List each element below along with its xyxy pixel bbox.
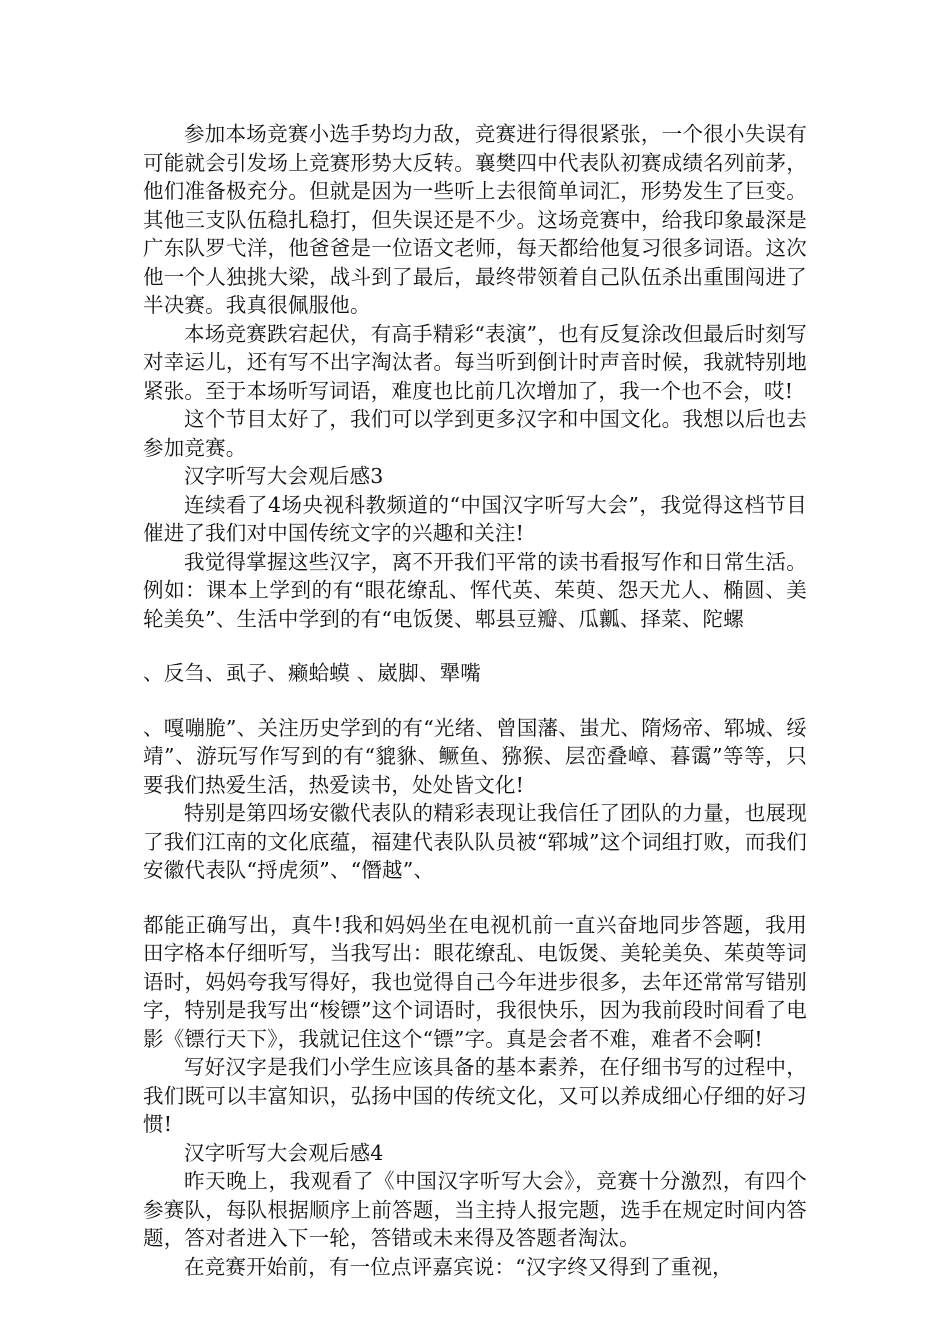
paragraph: 写好汉字是我们小学生应该具备的基本素养，在仔细书写的过程中，我们既可以丰富知识，弘扬中国的传统文化，又可以养成细心仔细的好习惯!	[143, 1055, 807, 1136]
paragraph: 、嘎嘣脆”、关注历史学到的有“光绪、曾国藩、蚩尤、隋炀帝、郓城、绥靖”、游玩写作写到的有“貔貅、鳜鱼、猕猴、层峦叠嶂、暮霭”等等，只要我们热爱生活，热爱读书，处处皆文化!	[143, 715, 807, 797]
document-body	[143, 120, 807, 1281]
paragraph: 昨天晚上，我观看了《中国汉字听写大会》，竞赛十分激烈，有四个参赛队，每队根据顺序上前答题，当主持人报完题，选手在规定时间内答题，答对者进入下一轮，答错或未来得及答题者淘汰。	[143, 1169, 807, 1250]
paragraph: 本场竞赛跌宕起伏，有高手精彩“表演”，也有反复涂改但最后时刻写对幸运儿，还有写不出字淘汰者。每当听到倒计时声音时候，我就特别地紧张。至于本场听写词语，难度也比前几次增加了，我一个也不会，哎!	[143, 321, 807, 403]
paragraph: 这个节目太好了，我们可以学到更多汉字和中国文化。我想以后也去参加竞赛。	[143, 407, 807, 460]
paragraph: 特别是第四场安徽代表队的精彩表现让我信任了团队的力量，也展现了我们江南的文化底蕴，福建代表队队员被“郓城”这个词组打败，而我们安徽代表队“捋虎须”、“僭越”、	[143, 801, 807, 882]
paragraph: 我觉得掌握这些汉字，离不开我们平常的读书看报写作和日常生活。例如：课本上学到的有“眼花缭乱、恽代英、茱萸、怨天尤人、椭圆、美轮美奂”、生活中学到的有“电饭煲、郫县豆瓣、瓜瓤、择菜、陀螺	[143, 549, 807, 631]
section-heading: 汉字听写大会观后感3	[184, 464, 384, 488]
paragraph: 参加本场竞赛小选手势均力敌，竞赛进行得很紧张，一个很小失误有可能就会引发场上竞赛形势大反转。襄樊四中代表队初赛成绩名列前茅，他们准备极充分。但就是因为一些听上去很简单词汇，形势发生了巨变。其他三支队伍稳扎稳打，但失误还是不少。这场竞赛中，给我印象最深是广东队罗弋洋，他爸爸是一位语文老师，每天都给他复习很多词语。这次他一个人独挑大梁，战斗到了最后，最终带领着自己队伍杀出重围闯进了半决赛。我真很佩服他。	[143, 122, 807, 317]
paragraph: 都能正确写出，真牛!我和妈妈坐在电视机前一直兴奋地同步答题，我用田字格本仔细听写，当我写出：眼花缭乱、电饭煲、美轮美奂、茱萸等词语时，妈妈夸我写得好，我也觉得自己今年进步很多，去年还常常写错别字，特别是我写出“梭镖”这个词语时，我很快乐，因为我前段时间看了电影《镖行天下》，我就记住这个“镖”字。真是会者不难，难者不会啊!	[143, 912, 807, 1051]
paragraph: 连续看了4场央视科教频道的“中国汉字听写大会”，我觉得这档节目催进了我们对中国传统文字的兴趣和关注!	[143, 492, 807, 545]
paragraph: 在竞赛开始前，有一位点评嘉宾说：“汉字终又得到了重视，	[184, 1254, 733, 1279]
section-heading: 汉字听写大会观后感4	[184, 1140, 384, 1165]
paragraph: 、反刍、虱子、癞蛤蟆 、崴脚、犟嘴	[143, 661, 481, 685]
